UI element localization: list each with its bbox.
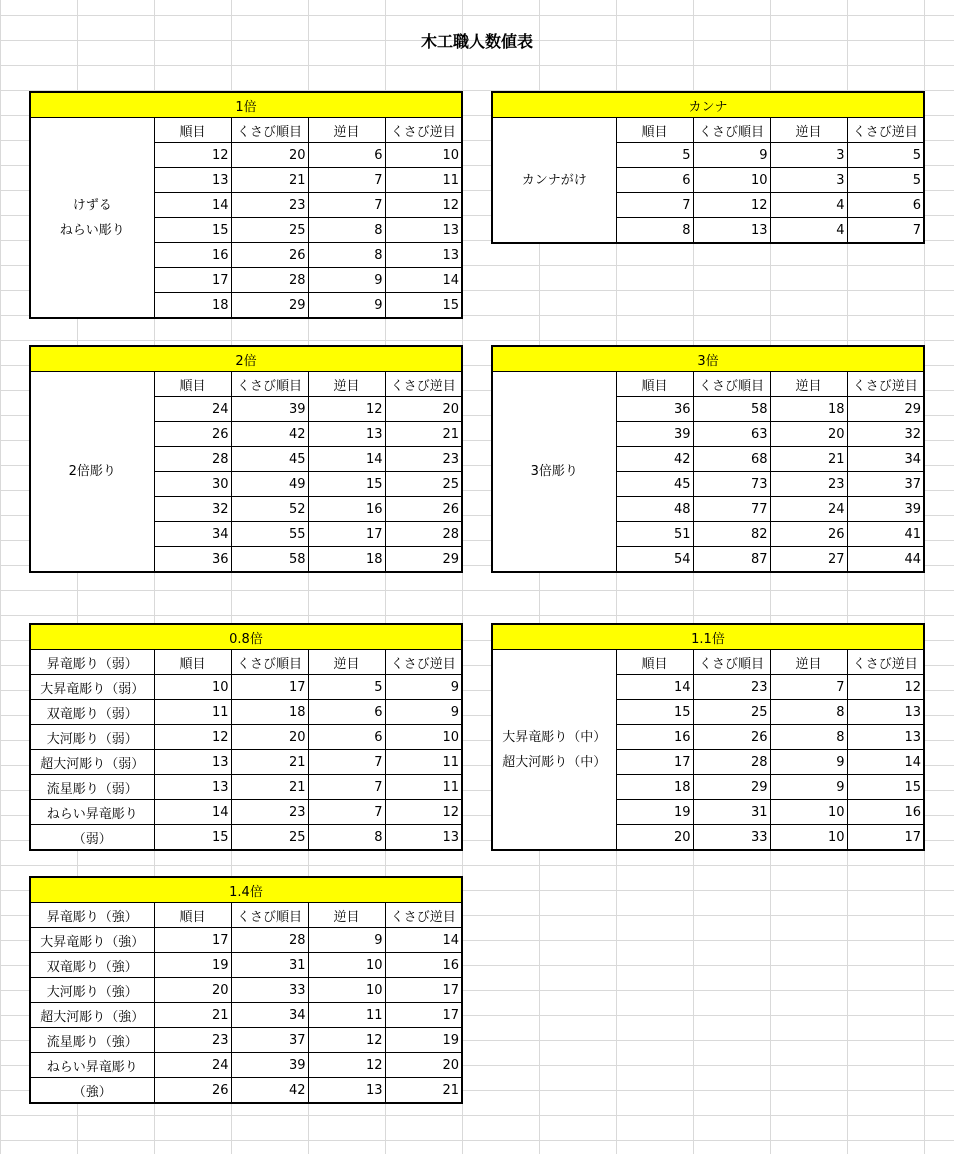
column-header: くさび逆目 — [385, 372, 462, 397]
column-header: くさび順目 — [231, 118, 308, 143]
table-cell: 12 — [308, 397, 385, 422]
table-cell: 15 — [308, 472, 385, 497]
table-cell: 18 — [616, 775, 693, 800]
table-cell: 15 — [847, 775, 924, 800]
table-cell: 12 — [154, 725, 231, 750]
row-label: 昇竜彫り（強） — [30, 903, 154, 928]
table-cell: 14 — [616, 675, 693, 700]
table-cell: 26 — [770, 522, 847, 547]
block-header: カンナ — [492, 92, 924, 118]
table-cell: 12 — [154, 143, 231, 168]
table-1x — [29, 91, 463, 319]
table-cell: 7 — [308, 193, 385, 218]
table-cell: 28 — [231, 928, 308, 953]
table-cell: 10 — [154, 675, 231, 700]
row-label — [30, 372, 154, 573]
table-cell: 14 — [385, 928, 462, 953]
table-cell: 6 — [847, 193, 924, 218]
table-cell: 11 — [154, 700, 231, 725]
table-cell: 28 — [693, 750, 770, 775]
table-cell: 21 — [231, 168, 308, 193]
table-cell: 29 — [693, 775, 770, 800]
table-cell: 58 — [231, 547, 308, 573]
table-cell: 42 — [231, 1078, 308, 1104]
table-cell: 19 — [616, 800, 693, 825]
row-label: 大昇竜彫り（強） — [30, 928, 154, 953]
table-cell: 13 — [154, 168, 231, 193]
table-cell: 29 — [385, 547, 462, 573]
table-cell: 14 — [154, 800, 231, 825]
table-cell: 25 — [231, 825, 308, 851]
table-cell: 12 — [385, 800, 462, 825]
table-3x — [491, 345, 925, 573]
table-cell: 20 — [616, 825, 693, 851]
table-cell: 10 — [385, 725, 462, 750]
table-cell: 28 — [385, 522, 462, 547]
block-header: 3倍 — [492, 346, 924, 372]
table-cell: 5 — [847, 143, 924, 168]
column-header: くさび順目 — [693, 118, 770, 143]
table-cell: 29 — [847, 397, 924, 422]
table-cell: 31 — [231, 953, 308, 978]
table-cell: 77 — [693, 497, 770, 522]
table-cell: 16 — [385, 953, 462, 978]
table-cell: 12 — [847, 675, 924, 700]
table-cell: 34 — [154, 522, 231, 547]
table-cell: 34 — [847, 447, 924, 472]
table-cell: 31 — [693, 800, 770, 825]
table-cell: 9 — [308, 293, 385, 319]
column-header: 逆目 — [308, 650, 385, 675]
table-cell: 26 — [231, 243, 308, 268]
table-cell: 13 — [385, 825, 462, 851]
table-cell: 21 — [154, 1003, 231, 1028]
table-cell: 8 — [616, 218, 693, 244]
column-header: 順目 — [154, 118, 231, 143]
table-cell: 48 — [616, 497, 693, 522]
row-label: 大河彫り（強） — [30, 978, 154, 1003]
table-cell: 4 — [770, 218, 847, 244]
table-cell: 15 — [616, 700, 693, 725]
row-label-line: ねらい彫り — [59, 222, 125, 238]
table-cell: 16 — [616, 725, 693, 750]
table-cell: 36 — [154, 547, 231, 573]
table-cell: 17 — [154, 268, 231, 293]
table-row — [30, 675, 462, 700]
table-cell: 32 — [154, 497, 231, 522]
table-cell: 73 — [693, 472, 770, 497]
block-header: 2倍 — [30, 346, 462, 372]
column-header: 順目 — [154, 650, 231, 675]
table-cell: 13 — [385, 218, 462, 243]
row-label — [492, 372, 616, 573]
table-cell: 24 — [154, 397, 231, 422]
table-cell: 10 — [308, 978, 385, 1003]
column-header: くさび逆目 — [847, 650, 924, 675]
table-row — [30, 1003, 462, 1028]
table-cell: 7 — [308, 750, 385, 775]
table-row — [30, 953, 462, 978]
table-cell: 17 — [154, 928, 231, 953]
table-cell: 87 — [693, 547, 770, 573]
table-cell: 20 — [770, 422, 847, 447]
table-cell: 51 — [616, 522, 693, 547]
table-cell: 30 — [154, 472, 231, 497]
table-cell: 12 — [693, 193, 770, 218]
table-cell: 18 — [154, 293, 231, 319]
table-cell: 16 — [154, 243, 231, 268]
header-row — [492, 624, 924, 650]
table-cell: 8 — [770, 700, 847, 725]
table-cell: 54 — [616, 547, 693, 573]
table-cell: 21 — [385, 1078, 462, 1104]
row-label — [30, 118, 154, 319]
table-cell: 39 — [231, 397, 308, 422]
table-cell: 7 — [847, 218, 924, 244]
row-label-line: 超大河彫り（中） — [502, 754, 607, 770]
table-cell: 37 — [231, 1028, 308, 1053]
column-header-row — [492, 372, 924, 397]
block-header: 1.4倍 — [30, 877, 462, 903]
table-cell: 7 — [308, 168, 385, 193]
table-cell: 52 — [231, 497, 308, 522]
column-header: 逆目 — [770, 372, 847, 397]
table-cell: 20 — [385, 1053, 462, 1078]
table-cell: 44 — [847, 547, 924, 573]
column-header: くさび逆目 — [385, 903, 462, 928]
table-row — [30, 1028, 462, 1053]
block-header: 1倍 — [30, 92, 462, 118]
table-row — [30, 825, 462, 851]
table-cell: 5 — [847, 168, 924, 193]
row-label: 大昇竜彫り（弱） — [30, 675, 154, 700]
table-cell: 82 — [693, 522, 770, 547]
table-2x — [29, 345, 463, 573]
table-cell: 63 — [693, 422, 770, 447]
table-cell: 17 — [308, 522, 385, 547]
table-kanna — [491, 91, 925, 244]
table-cell: 13 — [847, 700, 924, 725]
table-row — [30, 928, 462, 953]
table-cell: 26 — [385, 497, 462, 522]
table-cell: 6 — [308, 143, 385, 168]
column-header-row — [30, 372, 462, 397]
row-label: 昇竜彫り（弱） — [30, 650, 154, 675]
column-header: 逆目 — [308, 118, 385, 143]
table-cell: 55 — [231, 522, 308, 547]
table-cell: 12 — [385, 193, 462, 218]
header-row — [492, 92, 924, 118]
table-cell: 23 — [154, 1028, 231, 1053]
table-cell: 32 — [847, 422, 924, 447]
table-cell: 14 — [154, 193, 231, 218]
table-cell: 9 — [308, 268, 385, 293]
table-row — [30, 1078, 462, 1104]
column-header: 逆目 — [770, 118, 847, 143]
table-cell: 7 — [770, 675, 847, 700]
column-header: 順目 — [154, 903, 231, 928]
column-header: 順目 — [154, 372, 231, 397]
table-cell: 16 — [308, 497, 385, 522]
row-label — [492, 650, 616, 851]
table-cell: 45 — [231, 447, 308, 472]
table-cell: 15 — [154, 825, 231, 851]
header-row — [30, 624, 462, 650]
header-row — [492, 346, 924, 372]
table-cell: 45 — [616, 472, 693, 497]
table-cell: 14 — [385, 268, 462, 293]
column-header: くさび逆目 — [847, 118, 924, 143]
row-label: （弱） — [30, 825, 154, 851]
row-label-line: 3倍彫り — [530, 464, 578, 479]
column-header: くさび逆目 — [385, 118, 462, 143]
table-cell: 23 — [385, 447, 462, 472]
column-header: 順目 — [616, 650, 693, 675]
column-header: くさび順目 — [231, 372, 308, 397]
table-cell: 9 — [385, 675, 462, 700]
table-cell: 58 — [693, 397, 770, 422]
table-cell: 39 — [847, 497, 924, 522]
table-cell: 24 — [770, 497, 847, 522]
table-cell: 13 — [154, 775, 231, 800]
row-label: ねらい昇竜彫り — [30, 1053, 154, 1078]
table-row — [30, 725, 462, 750]
table-cell: 11 — [385, 168, 462, 193]
row-label: 流星彫り（強） — [30, 1028, 154, 1053]
column-header: 逆目 — [308, 903, 385, 928]
table-cell: 13 — [308, 422, 385, 447]
table-cell: 10 — [385, 143, 462, 168]
table-cell: 41 — [847, 522, 924, 547]
column-header-row — [30, 118, 462, 143]
table-cell: 5 — [616, 143, 693, 168]
table-cell: 9 — [385, 700, 462, 725]
table-cell: 5 — [308, 675, 385, 700]
table-cell: 25 — [231, 218, 308, 243]
table-cell: 13 — [385, 243, 462, 268]
column-header-row — [492, 118, 924, 143]
table-cell: 20 — [231, 143, 308, 168]
table-cell: 37 — [847, 472, 924, 497]
table-cell: 23 — [770, 472, 847, 497]
table-cell: 21 — [231, 750, 308, 775]
table-cell: 20 — [385, 397, 462, 422]
table-cell: 19 — [154, 953, 231, 978]
table-cell: 17 — [847, 825, 924, 851]
table-cell: 18 — [770, 397, 847, 422]
table-cell: 19 — [385, 1028, 462, 1053]
column-header: 逆目 — [308, 372, 385, 397]
table-cell: 9 — [770, 775, 847, 800]
table-cell: 26 — [154, 422, 231, 447]
table-cell: 6 — [308, 700, 385, 725]
table-cell: 17 — [616, 750, 693, 775]
table-cell: 8 — [770, 725, 847, 750]
table-row — [30, 800, 462, 825]
table-cell: 10 — [770, 800, 847, 825]
table-cell: 10 — [693, 168, 770, 193]
column-header: 順目 — [616, 372, 693, 397]
table-cell: 8 — [308, 825, 385, 851]
table-row — [30, 775, 462, 800]
table-cell: 18 — [308, 547, 385, 573]
sheet-title: 木工職人数値表 — [420, 32, 533, 51]
table-cell: 26 — [154, 1078, 231, 1104]
table-cell: 25 — [693, 700, 770, 725]
table-cell: 7 — [308, 775, 385, 800]
table-cell: 12 — [308, 1028, 385, 1053]
row-label: 超大河彫り（弱） — [30, 750, 154, 775]
column-header: くさび順目 — [693, 650, 770, 675]
column-header: くさび順目 — [693, 372, 770, 397]
table-cell: 24 — [154, 1053, 231, 1078]
table-cell: 27 — [770, 547, 847, 573]
table-cell: 9 — [308, 928, 385, 953]
table-cell: 26 — [693, 725, 770, 750]
table-cell: 25 — [385, 472, 462, 497]
table-cell: 9 — [770, 750, 847, 775]
table-cell: 39 — [231, 1053, 308, 1078]
table-1-4x — [29, 876, 463, 1104]
table-cell: 15 — [154, 218, 231, 243]
table-cell: 14 — [308, 447, 385, 472]
table-cell: 42 — [231, 422, 308, 447]
column-header: くさび順目 — [231, 650, 308, 675]
table-cell: 3 — [770, 168, 847, 193]
table-cell: 68 — [693, 447, 770, 472]
row-label-line: 大昇竜彫り（中） — [502, 729, 607, 745]
row-label: ねらい昇竜彫り — [30, 800, 154, 825]
column-header-row — [30, 903, 462, 928]
table-cell: 8 — [308, 243, 385, 268]
table-cell: 36 — [616, 397, 693, 422]
column-header: くさび逆目 — [847, 372, 924, 397]
table-cell: 16 — [847, 800, 924, 825]
table-cell: 4 — [770, 193, 847, 218]
row-label-line: けずる — [72, 197, 112, 213]
row-label: 双竜彫り（強） — [30, 953, 154, 978]
table-cell: 11 — [385, 750, 462, 775]
table-cell: 42 — [616, 447, 693, 472]
table-cell: 13 — [693, 218, 770, 244]
table-cell: 13 — [308, 1078, 385, 1104]
table-cell: 21 — [770, 447, 847, 472]
column-header: くさび逆目 — [385, 650, 462, 675]
column-header: 順目 — [616, 118, 693, 143]
row-label: （強） — [30, 1078, 154, 1104]
row-label: 超大河彫り（強） — [30, 1003, 154, 1028]
column-header-row — [30, 650, 462, 675]
table-cell: 7 — [616, 193, 693, 218]
table-cell: 28 — [231, 268, 308, 293]
table-cell: 14 — [847, 750, 924, 775]
table-cell: 23 — [231, 800, 308, 825]
table-cell: 18 — [231, 700, 308, 725]
column-header: くさび順目 — [231, 903, 308, 928]
table-cell: 17 — [385, 978, 462, 1003]
table-cell: 3 — [770, 143, 847, 168]
table-cell: 33 — [693, 825, 770, 851]
header-row — [30, 92, 462, 118]
table-row — [30, 750, 462, 775]
table-row — [30, 1053, 462, 1078]
table-cell: 17 — [385, 1003, 462, 1028]
table-cell: 15 — [385, 293, 462, 319]
table-cell: 20 — [154, 978, 231, 1003]
table-cell: 34 — [231, 1003, 308, 1028]
column-header: 逆目 — [770, 650, 847, 675]
table-cell: 8 — [308, 218, 385, 243]
table-cell: 33 — [231, 978, 308, 1003]
table-row — [30, 978, 462, 1003]
table-cell: 39 — [616, 422, 693, 447]
table-cell: 23 — [231, 193, 308, 218]
table-cell: 11 — [308, 1003, 385, 1028]
table-cell: 7 — [308, 800, 385, 825]
row-label-line: 2倍彫り — [68, 464, 116, 479]
table-cell: 10 — [308, 953, 385, 978]
table-cell: 12 — [308, 1053, 385, 1078]
table-cell: 20 — [231, 725, 308, 750]
row-label: 双竜彫り（弱） — [30, 700, 154, 725]
table-cell: 21 — [385, 422, 462, 447]
header-row — [30, 877, 462, 903]
table-cell: 28 — [154, 447, 231, 472]
row-label-line: カンナがけ — [521, 172, 587, 188]
table-0-8x — [29, 623, 463, 851]
row-label: 大河彫り（弱） — [30, 725, 154, 750]
column-header-row — [492, 650, 924, 675]
table-cell: 29 — [231, 293, 308, 319]
block-header: 1.1倍 — [492, 624, 924, 650]
table-1-1x — [491, 623, 925, 851]
table-row — [30, 700, 462, 725]
table-cell: 49 — [231, 472, 308, 497]
table-cell: 11 — [385, 775, 462, 800]
block-header: 0.8倍 — [30, 624, 462, 650]
row-label: 流星彫り（弱） — [30, 775, 154, 800]
table-cell: 10 — [770, 825, 847, 851]
table-cell: 9 — [693, 143, 770, 168]
table-cell: 13 — [154, 750, 231, 775]
header-row — [30, 346, 462, 372]
table-cell: 21 — [231, 775, 308, 800]
table-cell: 17 — [231, 675, 308, 700]
table-cell: 6 — [616, 168, 693, 193]
table-cell: 23 — [693, 675, 770, 700]
row-label — [492, 118, 616, 244]
table-cell: 6 — [308, 725, 385, 750]
table-cell: 13 — [847, 725, 924, 750]
